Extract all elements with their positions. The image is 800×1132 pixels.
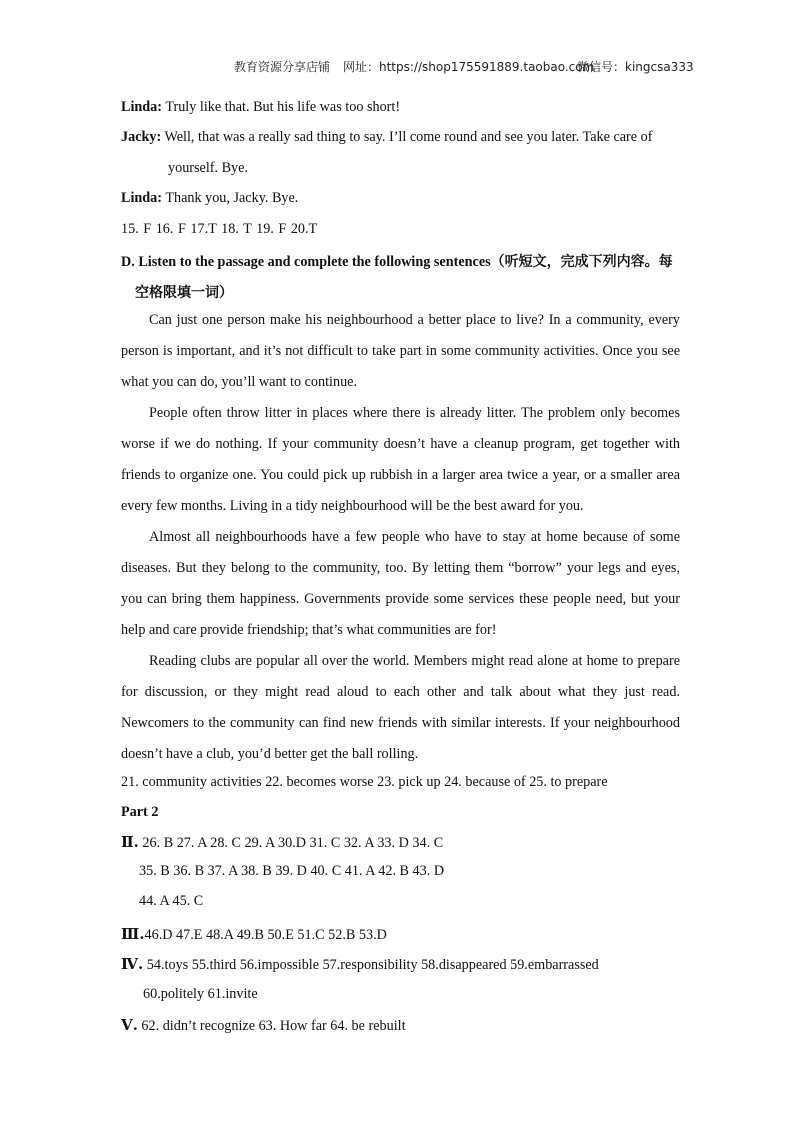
passage xyxy=(121,305,680,770)
speaker-name: Linda: xyxy=(121,190,163,206)
section-v-numeral: Ⅴ. xyxy=(121,1016,138,1034)
section-ii-line xyxy=(121,833,443,852)
section-d-heading xyxy=(121,251,673,271)
part-2-label: Part 2 xyxy=(121,804,159,820)
dialogue-continuation: yourself. Bye. xyxy=(168,160,248,176)
passage-paragraph: People often throw litter in places where there is already litter. The problem only becomes worse if we do nothing. If your community doesn’t have a cleanup program, get together with friends to organize one. You could pick up rubbish in a larger area twice a year, or a smaller area every few months. Living in a tidy neighbourhood will be the best award for you. xyxy=(121,405,680,514)
speaker-name: Linda: xyxy=(121,99,163,115)
section-ii-answers: 26. B 27. A 28. C 29. A 30.D 31. C 32. A 33. D 34. C xyxy=(142,835,444,851)
dialogue-text: Truly like that. But his life was too short! xyxy=(165,99,401,115)
dialogue-line xyxy=(121,129,652,146)
answers-21-25: 21. community activities 22. becomes worse 23. pick up 24. because of 25. to prepare xyxy=(121,774,608,790)
shop-url: 网址：https://shop175591889.taobao.com xyxy=(343,60,595,74)
section-d-instruction-cont: 空格限填一词） xyxy=(135,285,233,301)
section-iv-answers-cont: 60.politely 61.invite xyxy=(143,986,258,1002)
section-iii-line xyxy=(121,925,387,944)
section-v-line xyxy=(121,1016,406,1035)
dialogue-line xyxy=(121,190,298,207)
speaker-name: Jacky: xyxy=(121,129,162,145)
section-iv-line xyxy=(121,955,599,974)
section-ii-numeral: Ⅱ. xyxy=(121,833,139,851)
passage-paragraph: Can just one person make his neighbourhood a better place to live? In a community, every person is important, and it’s not difficult to take part in some community activities. Once you see what you can do, you’ll want to continue. xyxy=(121,312,680,390)
section-ii-answers-cont: 35. B 36. B 37. A 38. B 39. D 40. C 41. A 42. B 43. D xyxy=(139,863,445,879)
section-d-instruction: （听短文，完成下列内容。每 xyxy=(490,254,673,270)
passage-paragraph: Almost all neighbourhoods have a few people who have to stay at home because of some diseases. But they belong to the community, too. By letting them “borrow” your legs and eyes, you can bring them happiness. Governments provide some services these people need, but your help and care provide friendship; that’s what communities are for! xyxy=(121,529,680,638)
dialogue-line xyxy=(121,99,400,116)
section-v-answers: 62. didn’t recognize 63. How far 64. be rebuilt xyxy=(141,1018,406,1034)
shop-name: 教育资源分享店铺 xyxy=(234,60,331,74)
section-iv-numeral: Ⅳ. xyxy=(121,955,144,973)
passage-paragraph: Reading clubs are popular all over the world. Members might read alone at home to prepare for discussion, or they might read aloud to each other and talk about what they just read. Newcomers to the community can find new friends with similar interests. If your neighbourhood doesn’t have a club, you’d better get the ball rolling. xyxy=(121,653,680,762)
section-iii-answers: 46.D 47.E 48.A 49.B 50.E 51.C 52.B 53.D xyxy=(144,927,387,943)
dialogue-text: Well, that was a really sad thing to say. I’ll come round and see you later. Take care of xyxy=(164,129,653,145)
section-iv-answers: 54.toys 55.third 56.impossible 57.responsibility 58.disappeared 59.embarrassed xyxy=(146,957,599,973)
wechat-id: 微信号：kingcsa333 xyxy=(577,60,694,74)
section-ii-answers-cont: 44. A 45. C xyxy=(139,893,204,909)
section-iii-numeral: Ⅲ. xyxy=(121,925,145,943)
dialogue-text: Thank you, Jacky. Bye. xyxy=(165,190,299,206)
section-d-title: D. Listen to the passage and complete the following sentences xyxy=(121,254,491,270)
answers-15-20: 15. F 16. F 17.T 18. T 19. F 20.T xyxy=(121,221,318,237)
